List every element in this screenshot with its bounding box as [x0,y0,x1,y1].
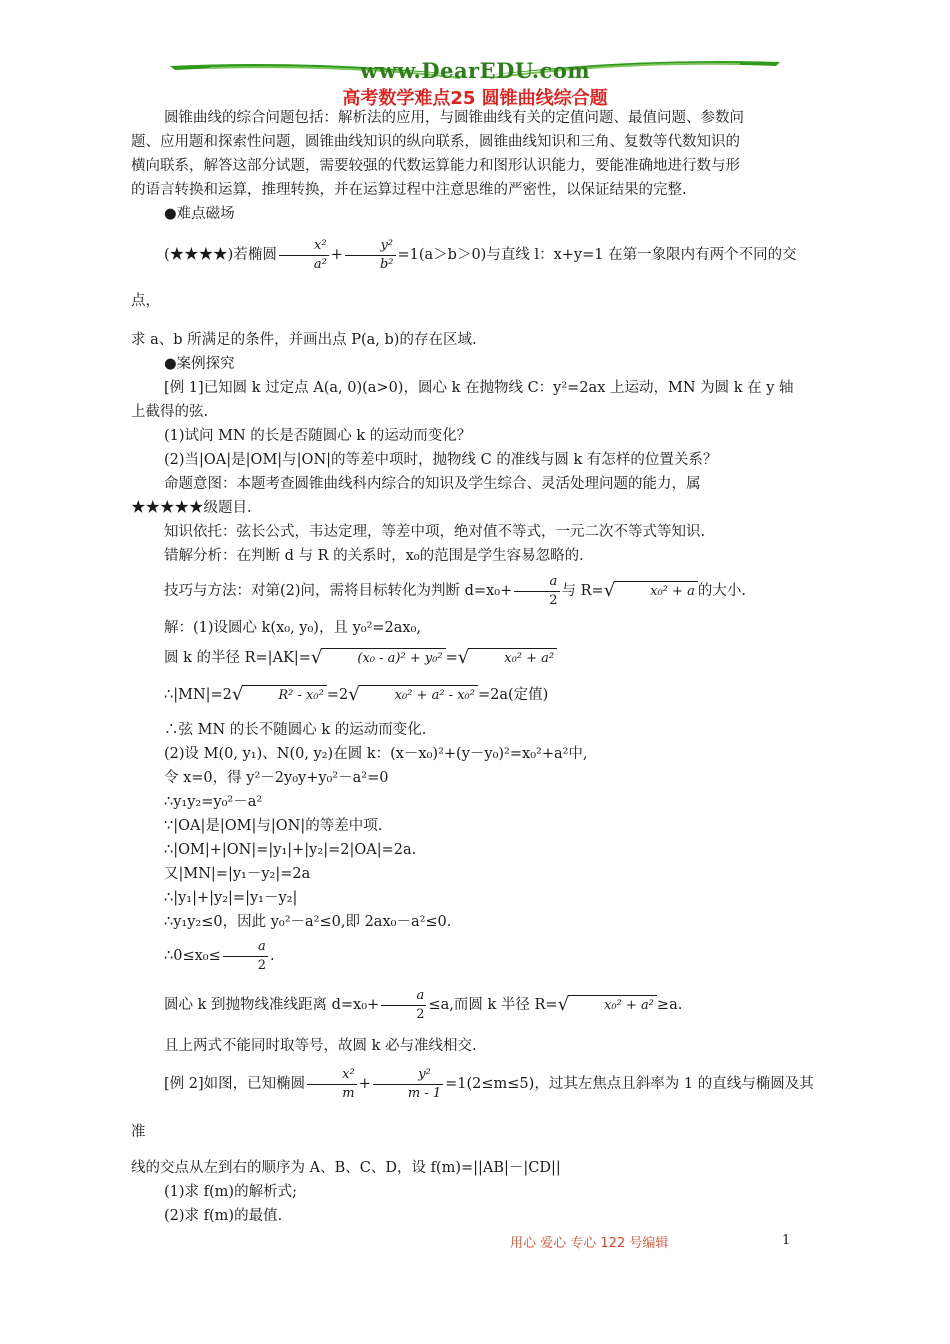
paragraph: 的语言转换和运算，推理转换，并在运算过程中注意思维的严密性，以保证结果的完整. [131,182,687,198]
text-span: 圆 k 的半径 R=|AK|= [164,650,311,666]
denominator: 2 [549,592,558,608]
radicand: x₀² + a [614,581,698,602]
radical-icon: √ [457,647,470,668]
site-banner [170,54,780,88]
text-span: =2 [326,687,349,703]
section-heading: ●案例探究 [164,356,235,372]
paragraph: (2)设 M(0, y₁)、N(0, y₂)在圆 k：(x－x₀)²+(y－y₀)²=x₀²+a²中, [164,746,588,762]
numerator: y² [373,1066,443,1085]
paragraph: ∴y₁y₂≤0，因此 y₀²－a²≤0,即 2ax₀－a²≤0. [164,914,452,930]
paragraph: 又|MN|=|y₁－y₂|=2a [164,866,311,882]
fraction [514,573,559,610]
text-span: =1(a＞b＞0)与直线 l：x+y=1 在第一象限内有两个不同的交点， [131,247,797,309]
paragraph: 错解分析：在判断 d 与 R 的关系时，x₀的范围是学生容易忽略的. [164,548,584,564]
text-span: 与 R= [561,583,604,599]
text-span: ∴|MN|=2 [164,687,232,703]
paragraph: ∵|OA|是|OM|与|ON|的等差中项. [164,818,383,834]
fraction [373,1066,443,1103]
formula-line [131,978,824,1032]
problem-statement [131,232,824,324]
text-span: =2a(定值) [477,687,549,703]
paragraph: ∴|OM|+|ON|=|y₁|+|y₂|=2|OA|=2a. [164,842,417,858]
banner-text: www.DearEDU.com [359,58,591,83]
text-span: 技巧与方法：对第(2)问，需将目标转化为判断 d=x₀+ [164,583,513,599]
fraction [223,938,268,975]
paragraph: (1)求 f(m)的解析式; [164,1184,297,1200]
paragraph: [例 1]已知圆 k 过定点 A(a, 0)(a>0)，圆心 k 在抛物线 C：y²=2ax 上运动，MN 为圆 k 在 y 轴 [164,380,794,396]
denominator: m [342,1085,355,1101]
paragraph: ∴弦 MN 的长不随圆心 k 的运动而变化. [164,722,427,738]
paragraph: ∴|y₁|+|y₂|=|y₁－y₂| [164,890,298,906]
paragraph: 解：(1)设圆心 k(x₀, y₀)，且 y₀²=2ax₀, [164,620,422,636]
paragraph: ∴y₁y₂=y₀²－a² [164,794,263,810]
radicand: R² - x₀² [242,685,326,706]
text-span: ∴0≤x₀≤ [164,948,221,964]
paragraph: (2)当|OA|是|OM|与|ON|的等差中项时，抛物线 C 的准线与圆 k 有怎样的位置关系？ [164,452,718,468]
fraction [345,237,396,274]
paragraph: (2)求 f(m)的最值. [164,1208,283,1224]
formula-line [131,934,824,978]
paragraph: 圆锥曲线的综合问题包括：解析法的应用，与圆锥曲线有关的定值问题、最值问题、参数问 [164,110,744,126]
radical-icon: √ [603,580,616,601]
radical-icon: √ [557,994,570,1015]
paragraph: 横向联系，解答这部分试题，需要较强的代数运算能力和图形认识能力，要能准确地进行数与形 [131,158,740,174]
fraction [381,987,426,1024]
paragraph: 知识依托：弦长公式，韦达定理，等差中项，绝对值不等式，一元二次不等式等知识. [164,524,706,540]
radicand: x₀² + a² [568,995,657,1016]
denominator: m - 1 [407,1085,442,1101]
page-number: 1 [782,1233,791,1248]
operator: + [330,247,343,263]
paragraph: (1)试问 MN 的长是否随圆心 k 的运动而变化？ [164,428,472,444]
numerator: y² [345,237,396,256]
numerator: a [381,987,426,1006]
text-span: =1(2≤m≤5)，过其左焦点且斜率为 1 的直线与椭圆及其准 [131,1076,814,1140]
fraction [279,237,329,274]
paragraph: 命题意图：本题考查圆锥曲线科内综合的知识及学生综合、灵活处理问题的能力，属 [164,476,701,492]
operator: = [445,650,458,666]
numerator: a [223,938,268,957]
paragraph: 且上两式不能同时取等号，故圆 k 必与准线相交. [164,1038,477,1054]
radicand: (x₀ - a)² + y₀² [321,648,445,669]
document-body [131,106,824,1228]
numerator: x² [279,237,329,256]
paragraph: 令 x=0，得 y²－2y₀y+y₀²－a²=0 [164,770,389,786]
text-span: ≤a,而圆 k 半径 R= [428,997,558,1013]
formula-line [131,640,824,676]
radical-icon: √ [310,647,323,668]
footer-note: 用心 爱心 专心 122 号编辑 [510,1236,669,1251]
radical-icon: √ [348,684,360,705]
paragraph: 线的交点从左到右的顺序为 A、B、C、D，设 f(m)=||AB|－|CD|| [131,1160,561,1176]
radicand: x₀² + a² [468,648,557,669]
text-span: 圆心 k 到抛物线准线距离 d=x₀+ [164,997,380,1013]
page-title: 高考数学难点25 圆锥曲线综合题 [342,88,608,109]
radical-icon: √ [231,684,244,705]
paragraph: 求 a、b 所满足的条件，并画出点 P(a, b)的存在区域. [131,332,477,348]
paragraph: 题、应用题和探索性问题，圆锥曲线知识的纵向联系，圆锥曲线知识和三角、复数等代数知识的 [131,134,740,150]
paragraph: ★★★★★级题目. [131,500,252,516]
paragraph: 上截得的弦. [131,404,209,420]
problem-statement [131,1060,824,1156]
text-span: [例 2]如图，已知椭圆 [164,1076,306,1092]
operator: + [358,1076,371,1092]
text-span: (★★★★)若椭圆 [164,247,277,263]
denominator: a² [313,256,327,272]
denominator: b² [379,256,394,272]
fraction [307,1066,357,1103]
radicand: x₀² + a² - x₀² [359,685,478,706]
numerator: a [514,573,559,592]
denominator: 2 [257,957,267,973]
formula-line [131,676,824,714]
formula-line [131,568,824,614]
numerator: x² [307,1066,357,1085]
text-span: . [270,948,275,964]
denominator: 2 [416,1006,425,1022]
text-span: ≥a. [656,997,683,1013]
section-heading: ●难点磁场 [164,206,235,222]
text-span: 的大小. [697,583,746,599]
